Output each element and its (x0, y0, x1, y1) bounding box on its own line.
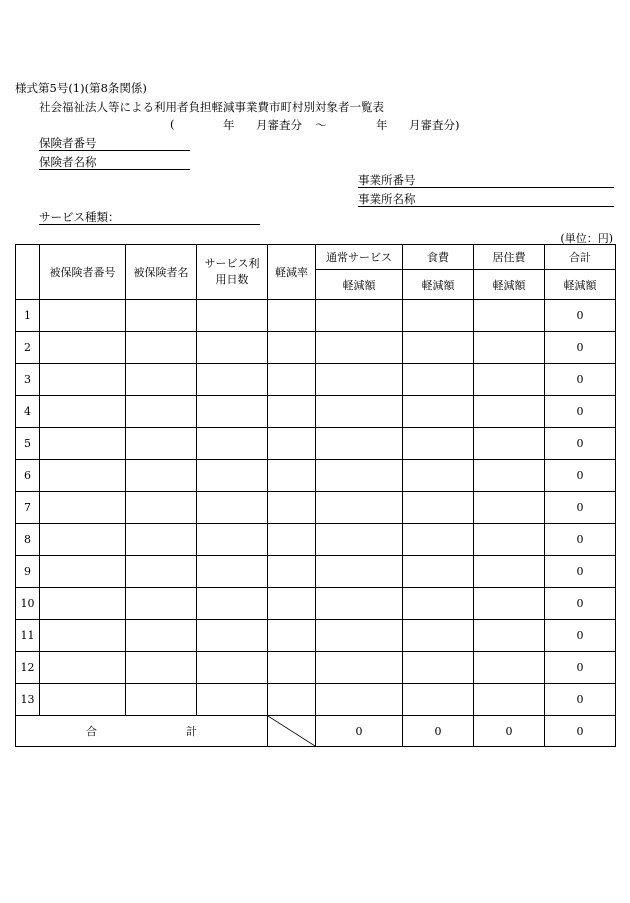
food-reduction-cell[interactable] (403, 684, 474, 716)
reduction-rate-cell[interactable] (268, 588, 316, 620)
service-days-cell[interactable] (197, 652, 268, 684)
office-number-label: 事業所番号 (358, 173, 416, 187)
row-number: 9 (16, 556, 40, 588)
insured-number-cell[interactable] (40, 524, 126, 556)
reduction-rate-cell[interactable] (268, 332, 316, 364)
service-days-cell[interactable] (197, 396, 268, 428)
reduction-rate-cell[interactable] (268, 460, 316, 492)
insurer-number-label: 保険者番号 (39, 136, 97, 150)
insured-name-cell[interactable] (126, 364, 197, 396)
service-type-label: サービス種類： (39, 210, 120, 224)
table-row (16, 364, 616, 396)
row-number: 4 (16, 396, 40, 428)
insured-number-cell[interactable] (40, 492, 126, 524)
row-number: 5 (16, 428, 40, 460)
table-row (16, 556, 616, 588)
service-days-cell[interactable] (197, 556, 268, 588)
office-number-field[interactable] (358, 173, 614, 188)
beneficiary-table (15, 244, 616, 747)
normal-reduction-cell[interactable] (316, 428, 403, 460)
table-row (16, 620, 616, 652)
table-row (16, 332, 616, 364)
period-year-1: 年 (223, 118, 235, 132)
header-food-cost: 食費 (403, 245, 474, 270)
total-reduction-cell: 0 (545, 460, 616, 492)
service-days-cell[interactable] (197, 588, 268, 620)
header-insured-name: 被保険者名 (126, 245, 197, 300)
table-row (16, 396, 616, 428)
food-reduction-cell[interactable] (403, 428, 474, 460)
reduction-rate-cell[interactable] (268, 684, 316, 716)
period-range (170, 117, 470, 133)
table-row (16, 300, 616, 332)
food-reduction-cell[interactable] (403, 332, 474, 364)
housing-reduction-cell[interactable] (474, 300, 545, 332)
row-number: 11 (16, 620, 40, 652)
row-number: 13 (16, 684, 40, 716)
housing-reduction-cell[interactable] (474, 332, 545, 364)
header-service-days: サービス利用日数 (197, 245, 268, 300)
total-label-cell (16, 716, 268, 747)
table-row (16, 524, 616, 556)
service-days-cell[interactable] (197, 460, 268, 492)
insured-number-cell[interactable] (40, 364, 126, 396)
insured-name-cell[interactable] (126, 524, 197, 556)
total-reduction-cell: 0 (545, 300, 616, 332)
housing-reduction-cell[interactable] (474, 364, 545, 396)
row-number: 6 (16, 460, 40, 492)
housing-reduction-cell[interactable] (474, 652, 545, 684)
housing-reduction-cell[interactable] (474, 684, 545, 716)
period-tilde: ～ (315, 118, 327, 132)
insured-name-cell[interactable] (126, 556, 197, 588)
office-name-label: 事業所名称 (358, 192, 416, 206)
diagonal-line (268, 716, 315, 746)
insured-name-cell[interactable] (126, 684, 197, 716)
insured-name-cell[interactable] (126, 652, 197, 684)
insured-number-cell[interactable] (40, 620, 126, 652)
insured-number-cell[interactable] (40, 332, 126, 364)
service-type-field[interactable] (39, 210, 260, 225)
insured-number-cell[interactable] (40, 588, 126, 620)
total-label-a: 合 (86, 725, 97, 738)
total-reduction-cell: 0 (545, 652, 616, 684)
food-reduction-cell[interactable] (403, 556, 474, 588)
insured-number-cell[interactable] (40, 652, 126, 684)
normal-reduction-cell[interactable] (316, 556, 403, 588)
insured-number-cell[interactable] (40, 556, 126, 588)
data-rows (16, 300, 616, 716)
normal-reduction-cell[interactable] (316, 300, 403, 332)
period-month-2: 月審査分) (409, 118, 460, 132)
total-food: 0 (403, 716, 474, 747)
header-housing-cost: 居住費 (474, 245, 545, 270)
period-open-paren: ( (170, 117, 175, 131)
insured-number-cell[interactable] (40, 684, 126, 716)
header-total-reduction: 軽減額 (545, 270, 616, 300)
table-row (16, 492, 616, 524)
total-housing: 0 (474, 716, 545, 747)
header-reduction-rate: 軽減率 (268, 245, 316, 300)
reduction-rate-cell[interactable] (268, 524, 316, 556)
total-reduction-cell: 0 (545, 492, 616, 524)
food-reduction-cell[interactable] (403, 652, 474, 684)
table-row (16, 588, 616, 620)
table-row (16, 460, 616, 492)
period-month-1: 月審査分 (256, 118, 302, 132)
service-days-cell[interactable] (197, 332, 268, 364)
insured-name-cell[interactable] (126, 460, 197, 492)
service-days-cell[interactable] (197, 364, 268, 396)
food-reduction-cell[interactable] (403, 396, 474, 428)
header-food-reduction: 軽減額 (403, 270, 474, 300)
header-insured-number: 被保険者番号 (40, 245, 126, 300)
food-reduction-cell[interactable] (403, 524, 474, 556)
row-number: 12 (16, 652, 40, 684)
normal-reduction-cell[interactable] (316, 524, 403, 556)
insured-number-cell[interactable] (40, 300, 126, 332)
total-reduction-rate-crossed (268, 716, 316, 747)
insurer-number-field[interactable] (39, 136, 190, 151)
row-number: 3 (16, 364, 40, 396)
food-reduction-cell[interactable] (403, 620, 474, 652)
total-reduction-cell: 0 (545, 524, 616, 556)
form-number: 様式第5号(1)(第8条関係) (15, 81, 147, 95)
insured-number-cell[interactable] (40, 460, 126, 492)
row-number: 10 (16, 588, 40, 620)
normal-reduction-cell[interactable] (316, 652, 403, 684)
total-sum: 0 (545, 716, 616, 747)
unit-label: (単位：円) (560, 232, 613, 245)
reduction-rate-cell[interactable] (268, 300, 316, 332)
normal-reduction-cell[interactable] (316, 396, 403, 428)
insurer-name-field[interactable] (39, 155, 190, 170)
food-reduction-cell[interactable] (403, 300, 474, 332)
document-title: 社会福祉法人等による利用者負担軽減事業費市町村別対象者一覧表 (39, 100, 384, 114)
reduction-rate-cell[interactable] (268, 556, 316, 588)
period-year-2: 年 (376, 118, 388, 132)
table-row (16, 684, 616, 716)
total-reduction-cell: 0 (545, 588, 616, 620)
insurer-name-label: 保険者名称 (39, 155, 97, 169)
total-reduction-cell: 0 (545, 364, 616, 396)
insured-name-cell[interactable] (126, 428, 197, 460)
row-number: 1 (16, 300, 40, 332)
total-reduction-cell: 0 (545, 684, 616, 716)
service-days-cell[interactable] (197, 524, 268, 556)
normal-reduction-cell[interactable] (316, 492, 403, 524)
office-name-field[interactable] (358, 192, 614, 207)
service-days-cell[interactable] (197, 684, 268, 716)
reduction-rate-cell[interactable] (268, 492, 316, 524)
total-normal: 0 (316, 716, 403, 747)
service-days-cell[interactable] (197, 300, 268, 332)
header-housing-reduction: 軽減額 (474, 270, 545, 300)
insured-number-cell[interactable] (40, 396, 126, 428)
housing-reduction-cell[interactable] (474, 524, 545, 556)
total-row (16, 716, 616, 747)
housing-reduction-cell[interactable] (474, 396, 545, 428)
normal-reduction-cell[interactable] (316, 620, 403, 652)
housing-reduction-cell[interactable] (474, 428, 545, 460)
housing-reduction-cell[interactable] (474, 460, 545, 492)
service-days-cell[interactable] (197, 428, 268, 460)
insured-name-cell[interactable] (126, 332, 197, 364)
header-no-cell (16, 245, 40, 300)
table-row (16, 428, 616, 460)
food-reduction-cell[interactable] (403, 364, 474, 396)
total-reduction-cell: 0 (545, 396, 616, 428)
food-reduction-cell[interactable] (403, 588, 474, 620)
normal-reduction-cell[interactable] (316, 364, 403, 396)
header-normal-service: 通常サービス (316, 245, 403, 270)
row-number: 2 (16, 332, 40, 364)
header-normal-reduction: 軽減額 (316, 270, 403, 300)
reduction-rate-cell[interactable] (268, 428, 316, 460)
normal-reduction-cell[interactable] (316, 684, 403, 716)
table-row (16, 652, 616, 684)
header-total: 合計 (545, 245, 616, 270)
total-label-b: 計 (186, 725, 197, 738)
insured-name-cell[interactable] (126, 396, 197, 428)
housing-reduction-cell[interactable] (474, 620, 545, 652)
insured-name-cell[interactable] (126, 588, 197, 620)
normal-reduction-cell[interactable] (316, 588, 403, 620)
reduction-rate-cell[interactable] (268, 396, 316, 428)
food-reduction-cell[interactable] (403, 492, 474, 524)
header-row-1 (16, 245, 616, 270)
housing-reduction-cell[interactable] (474, 492, 545, 524)
reduction-rate-cell[interactable] (268, 620, 316, 652)
reduction-rate-cell[interactable] (268, 364, 316, 396)
service-days-cell[interactable] (197, 620, 268, 652)
normal-reduction-cell[interactable] (316, 460, 403, 492)
total-reduction-cell: 0 (545, 332, 616, 364)
total-reduction-cell: 0 (545, 556, 616, 588)
insured-number-cell[interactable] (40, 428, 126, 460)
row-number: 8 (16, 524, 40, 556)
insured-name-cell[interactable] (126, 300, 197, 332)
total-reduction-cell: 0 (545, 428, 616, 460)
normal-reduction-cell[interactable] (316, 332, 403, 364)
food-reduction-cell[interactable] (403, 460, 474, 492)
reduction-rate-cell[interactable] (268, 652, 316, 684)
total-reduction-cell: 0 (545, 620, 616, 652)
housing-reduction-cell[interactable] (474, 588, 545, 620)
housing-reduction-cell[interactable] (474, 556, 545, 588)
insured-name-cell[interactable] (126, 492, 197, 524)
service-days-cell[interactable] (197, 492, 268, 524)
row-number: 7 (16, 492, 40, 524)
insured-name-cell[interactable] (126, 620, 197, 652)
